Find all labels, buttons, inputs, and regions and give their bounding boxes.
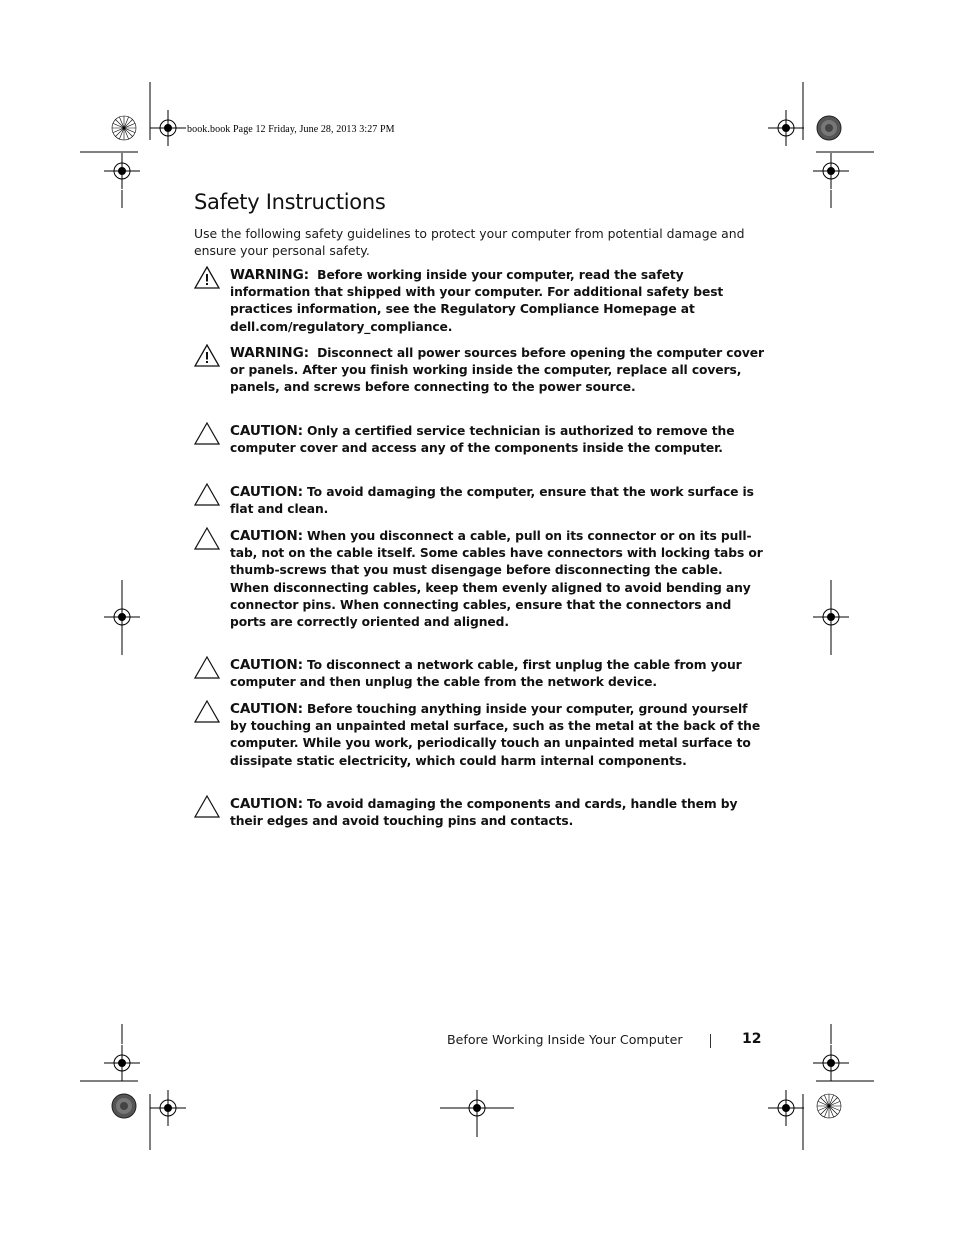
registration-crosshair-mark [768,110,804,146]
registration-wheel-mark [817,1094,841,1118]
registration-crosshair-mark [813,1045,849,1081]
caution-triangle-icon [194,483,220,506]
notice-label: CAUTION: [230,528,304,544]
registration-crosshair-mark [768,1090,804,1126]
caution-triangle-icon [194,422,220,445]
notice-text: Only a certified service technician is authorized to remove the computer cover and access any of the components inside the computer. [230,424,735,456]
registration-wheel-mark [112,116,136,140]
registration-crosshair-mark [813,153,849,189]
notice-text: To avoid damaging the computer, ensure that the work surface is flat and clean. [230,485,754,517]
registration-dark-mark [817,116,841,140]
caution-notice [194,796,764,830]
notice-label: CAUTION: [230,484,304,500]
footer-section-title: Before Working Inside Your Computer [447,1032,683,1047]
warning-triangle-icon [194,266,220,289]
notice-text: To avoid damaging the components and cards, handle them by their edges and avoid touching pins and contacts. [230,797,738,829]
page-title: Safety Instructions [194,190,386,214]
registration-dark-mark [112,1094,136,1118]
intro-paragraph: Use the following safety guidelines to protect your computer from potential damage and ensure your personal safety. [194,226,745,258]
notice-label: CAUTION: [230,423,304,439]
notice-label: WARNING: [230,267,309,283]
caution-notice [194,528,764,631]
notice-label: CAUTION: [230,796,304,812]
caution-notice [194,423,764,457]
registration-crosshair-mark [150,1090,186,1126]
notice-label: CAUTION: [230,657,304,673]
caution-notice [194,484,764,518]
caution-triangle-icon [194,700,220,723]
notice-text: To disconnect a network cable, first unplug the cable from your computer and then unplug the cable from the network device. [230,658,742,690]
warning-notice [194,267,764,336]
warning-notice [194,345,764,397]
registration-crosshair-mark [104,1045,140,1081]
warning-triangle-icon [194,344,220,367]
notice-text: Before working inside your computer, read the safety information that shipped with your computer. For additional safety best practices information, see the Regulatory Compliance Homepage at dell.com/regulatory_compliance. [230,268,724,334]
caution-notice [194,701,764,770]
caution-triangle-icon [194,795,220,818]
caution-triangle-icon [194,656,220,679]
notice-text: When you disconnect a cable, pull on its connector or on its pull-tab, not on the cable itself. Some cables have connectors with locking tabs or thumb-screws that you must disengage before disconnecting the cable. When disconnecting cables, keep them evenly aligned to avoid bending any connector pins. When connecting cables, ensure that the connectors and ports are correctly oriented and aligned. [230,529,763,630]
caution-notice [194,657,764,691]
registration-crosshair-mark [104,153,140,189]
notice-text: Disconnect all power sources before opening the computer cover or panels. After you finish working inside the computer, replace all covers, panels, and screws before connecting to the power source. [230,346,764,395]
page-number: 12 [742,1031,762,1047]
footer-divider [710,1034,711,1048]
registration-crosshair-mark [150,110,186,146]
caution-triangle-icon [194,527,220,550]
notice-text: Before touching anything inside your computer, ground yourself by touching an unpainted metal surface, such as the metal at the back of the computer. While you work, periodically touch an unpainted metal surface to dissipate static electricity, which could harm internal components. [230,702,761,768]
print-info-line: book.book Page 12 Friday, June 28, 2013 3:27 PM [187,124,395,135]
notice-label: WARNING: [230,345,309,361]
notice-label: CAUTION: [230,701,304,717]
